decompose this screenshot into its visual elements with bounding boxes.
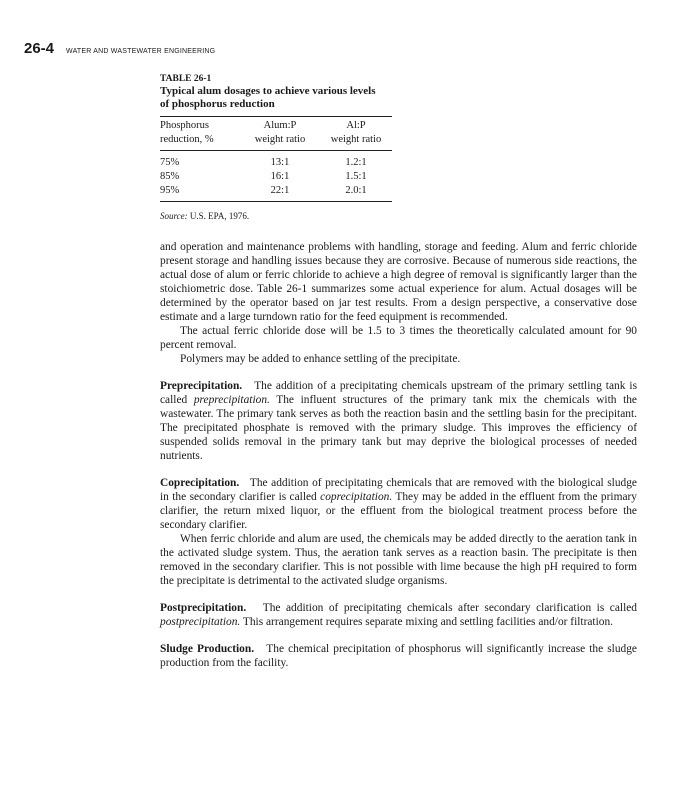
running-head: WATER AND WASTEWATER ENGINEERING [66, 48, 216, 55]
table-row [160, 170, 392, 184]
paragraph: When ferric chloride and alum are used, the chemicals may be added directly to the aeration tank in the activated sludge system. Thus, the aeration tank serves as a reaction basin. The precipitate is then removed in the secondary clarifier. This is not possible with lime because the high pH required to form the precipitate is detrimental to the activated sludge organisms. [160, 533, 637, 587]
table-title [160, 85, 392, 111]
column-header-alum-p: Alum:P weight ratio [254, 120, 306, 145]
italic-term: postprecipitation. [160, 616, 241, 628]
section-heading: Preprecipitation. [160, 380, 243, 392]
source-text: U.S. EPA, 1976. [189, 211, 250, 221]
section-sludge-production: Sludge Production. The chemical precipitation of phosphorus will significantly increase the sludge production from the facility. [160, 643, 637, 669]
body-text [160, 240, 637, 670]
section-heading: Sludge Production. [160, 643, 255, 655]
dosage-table [160, 117, 392, 202]
table-source [160, 211, 392, 221]
table-title-line1: Typical alum dosages to achieve various levels [160, 85, 376, 97]
section-coprecipitation: Coprecipitation. The addition of precipitating chemicals that are removed with the biological sludge in the secondary clarifier is called coprecipitation. They may be added in the effluent from the primary clarifier, the return mixed liquor, or the effluent from the biological treatment process before the secondary clarifier. [160, 477, 637, 531]
column-header-al-p: Al:P weight ratio [330, 120, 382, 145]
source-label: Source: [160, 211, 188, 221]
paragraph: Polymers may be added to enhance settling of the precipitate. [180, 353, 461, 365]
column-header-phosphorus: Phosphorus reduction, % [160, 120, 214, 145]
table-row [160, 151, 392, 171]
table-cell: 85% [160, 171, 180, 182]
table-cell: 75% [160, 157, 180, 168]
italic-term: preprecipitation. [193, 394, 270, 406]
table-26-1 [160, 74, 392, 221]
section-preprecipitation: Preprecipitation. The addition of a precipitating chemicals upstream of the primary settling tank is called preprecipitation. The influent structures of the primary tank mix the chemicals with the wastewater. The primary tank serves as both the reaction basin and the settling basin for the precipitant. The precipitated phosphate is removed with the primary sludge. This improves the efficiency of suspended solids removal in the primary tank but may deprive the biological processes of needed nutrients. [160, 380, 637, 462]
italic-term: coprecipitation. [320, 491, 393, 503]
section-heading: Postprecipitation. [160, 602, 247, 614]
paragraph: and operation and maintenance problems with handling, storage and feeding. Alum and ferric chloride present storage and handling issues because they are corrosive. Because of numerous side reactions, the actual dose of alum or ferric chloride to achieve a high degree of removal is significantly larger than the stoichiometric dose. Table 26-1 summarizes some actual experience for alum. Actual dosages will be determined by the operator based on jar test results. From a design perspective, a conservative dose estimate and a large turndown ratio for the feed equipment is recommended. [160, 241, 637, 323]
table-header-row [160, 117, 392, 151]
table-cell: 22:1 [270, 185, 290, 196]
section-heading: Coprecipitation. [160, 477, 240, 489]
table-cell: 2.0:1 [345, 185, 367, 196]
page-number: 26-4 [24, 40, 55, 57]
section-postprecipitation: Postprecipitation. The addition of precipitating chemicals after secondary clarification is called postprecipitation. This arrangement requires separate mixing and settling facilities and/or filtration. [160, 602, 637, 628]
table-cell: 1.2:1 [345, 157, 367, 168]
table-cell: 13:1 [270, 157, 290, 168]
paragraph: The actual ferric chloride dose will be 1.5 to 3 times the theoretically calculated amount for 90 percent removal. [160, 325, 637, 351]
table-cell: 16:1 [270, 171, 290, 182]
table-label: TABLE 26-1 [160, 74, 212, 84]
table-cell: 95% [160, 185, 180, 196]
table-row [160, 184, 392, 202]
page-header [24, 40, 215, 57]
table-title-line2: of phosphorus reduction [160, 98, 275, 110]
table-cell: 1.5:1 [345, 171, 367, 182]
